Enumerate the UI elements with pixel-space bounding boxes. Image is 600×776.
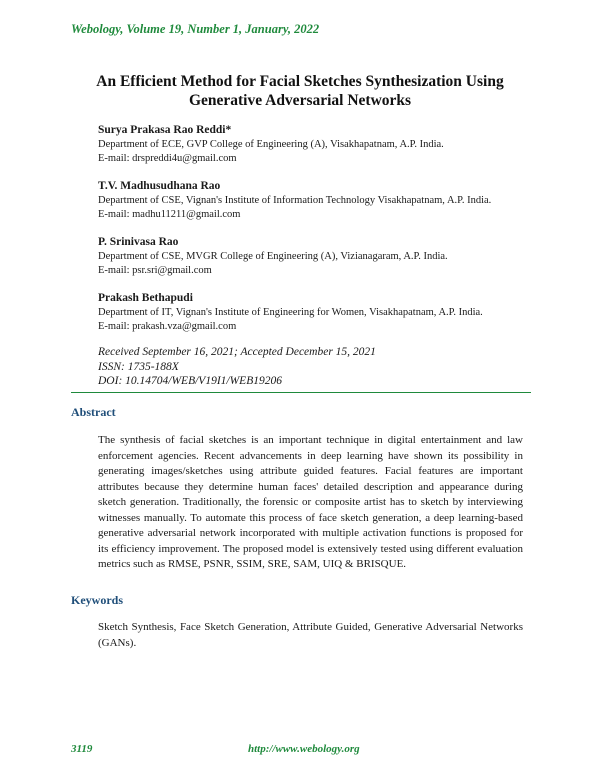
author-affiliation: Department of CSE, MVGR College of Engineering (A), Vizianagaram, A.P. India.: [98, 251, 448, 262]
author-email[interactable]: E-mail: psr.sri@gmail.com: [98, 265, 212, 276]
title-line-1: An Efficient Method for Facial Sketches Synthesization Using: [96, 73, 504, 90]
doi: DOI: 10.14704/WEB/V19I1/WEB19206: [98, 375, 282, 387]
journal-url-link[interactable]: http://www.webology.org: [248, 743, 360, 755]
author-name: Surya Prakasa Rao Reddi*: [98, 124, 232, 136]
received-dates: Received September 16, 2021; Accepted December 15, 2021: [98, 346, 376, 358]
author-email[interactable]: E-mail: prakash.vza@gmail.com: [98, 321, 237, 332]
author-name: P. Srinivasa Rao: [98, 236, 179, 248]
author-list: [98, 123, 558, 347]
issn: ISSN: 1735-188X: [98, 360, 179, 373]
author-block: [98, 123, 558, 166]
author-block: [98, 235, 558, 278]
author-name: Prakash Bethapudi: [98, 292, 193, 304]
keywords-heading: Keywords: [71, 593, 123, 607]
page-number: 3119: [71, 743, 93, 755]
author-email[interactable]: E-mail: drspreddi4u@gmail.com: [98, 153, 237, 164]
author-affiliation: Department of IT, Vignan's Institute of Engineering for Women, Visakhapatnam, A.P. India.: [98, 307, 483, 318]
author-block: [98, 291, 558, 334]
journal-header: Webology, Volume 19, Number 1, January, 2022: [71, 22, 320, 36]
abstract-text: The synthesis of facial sketches is an important technique in digital entertainment and law enforcement agencies. Recent advancements in deep learning have shown its possibility in generating images/sketches using attribute guided features. Facial features are important attributes because they determine human faces' detailed description and appearance during sketch generation. Traditionally, the forensic or composite artist has to sketch by interviewing witnesses manually. To automate this process of face sketch generation, a deep learning-based generative adversarial network incorporated with multiple activation functions is proposed for its efficiency improvement. The proposed model is extensively tested using different evaluation metrics such as RMSE, PSNR, SSIM, SRE, SAM, UIQ & BRISQUE.: [98, 434, 523, 570]
abstract-heading: Abstract: [71, 405, 116, 419]
author-name: T.V. Madhusudhana Rao: [98, 180, 221, 192]
section-divider: [71, 392, 531, 393]
paper-title: [70, 72, 530, 110]
publication-meta: [98, 345, 376, 389]
title-line-2: Generative Adversarial Networks: [188, 92, 412, 109]
author-affiliation: Department of CSE, Vignan's Institute of Information Technology Visakhapatnam, A.P. India.: [98, 195, 492, 206]
author-email[interactable]: E-mail: madhu11211@gmail.com: [98, 209, 241, 220]
author-affiliation: Department of ECE, GVP College of Engineering (A), Visakhapatnam, A.P. India.: [98, 139, 444, 150]
author-block: [98, 179, 558, 222]
keywords-text: Sketch Synthesis, Face Sketch Generation, Attribute Guided, Generative Adversarial Networks (GANs).: [98, 621, 523, 649]
